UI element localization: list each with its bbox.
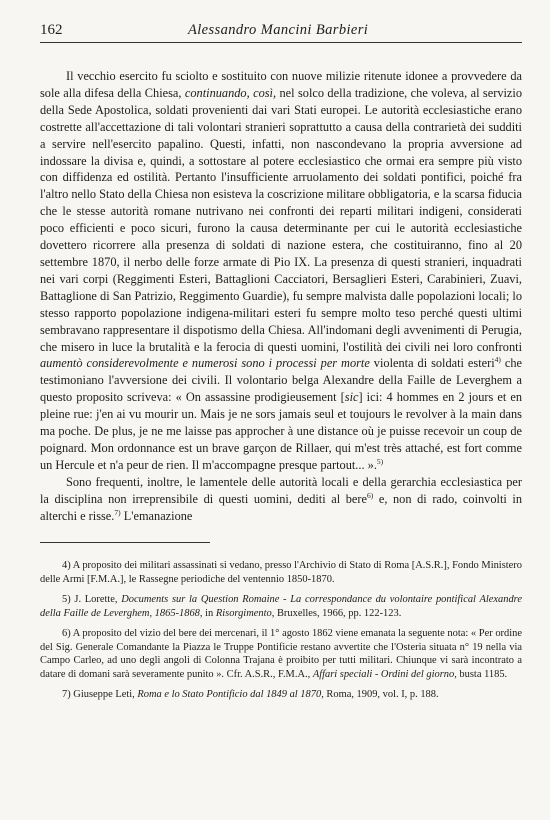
footnote-5: 5) J. Lorette, Documents sur la Question Romaine - La correspondance du volontaire pontifical Alexandre della Faille de Leverghem, 1865-1868, in Risorgimento, Bruxelles, 1966, pp. 122-123.: [40, 594, 522, 619]
footnotes: [40, 559, 522, 702]
paragraph-1: Il vecchio esercito fu sciolto e sostituito con nuove milizie ritenute idonee a provvedere da sole alla difesa della Chiesa, continuando, così, nel solco della tradizione, che voleva, al servizio della Sede Apostolica, soldati provenienti dai vari Stati europei. Le autorità ecclesiastiche erano costrette all'accettazione di tali volontari stranieri soprattutto a causa della contrarietà dei sudditi a servire nell'esercito papalino. Questi, infatti, non nascondevano la propria avversione ad indossare la divisa e, quindi, a sottostare al potere ecclesiastico che ormai era sempre più visto con diffidenza ed ostilità. Pertanto l'insufficiente arruolamento dei soldati pontifici, poiché fra l'altro nello Stato della Chiesa non esisteva la coscrizione militare obbligatoria, e la scarsa fiducia che le stesse autorità romane nutrivano nei confronti dei reparti militari indigeni, considerati poco efficienti e poco sicuri, furono la causa determinante per cui le autorità ecclesiastiche dovettero ricorrere alla presenza di soldati di nazione estera, che costituiranno, fino al 20 settembre 1870, il nerbo delle forze armate di Pio IX. La presenza di questi stranieri, inquadrati nei vari corpi (Reggimenti Esteri, Battaglioni Cacciatori, Bersaglieri Esteri, Carabinieri, Zuavi, Battaglione di San Patrizio, Reggimento Guardie), fu sempre malvista dalle popolazioni locali; lo stesso rapporto popolazione indigena-militari esteri fu sempre molto teso perché questi ultimi sembravano rappresentare il dispotismo della Chiesa. All'indomani degli avvenimenti di Perugia, che misero in luce la brutalità e la ferocia di questi uomini, l'ostilità dei civili nei loro confronti aumentò considerevolmente e numerosi sono i processi per morte violenta di soldati esteri$^{4)}$ che testimoniano l'avversione dei civili. Il volontario belga Alexandre della Faille de Leverghem a questo proposito scriveva: « On assassine prodigieusement [sic] ici: 4 hommes en 2 jours et en pleine rue: j'en ai vu mourir un. Mais je ne sors jamais seul et toujours le revolver à la main dans ma poche. De plus, je ne me laisse pas approcher à une distance où je puisse recevoir un coup de poignard. Mon ordonnance est un brave garçon de Rillaer, qui m'est très attaché, est fort comme un Hercule et n'a peur de rien. Il m'accompagne presque partout... ».$^{5)}$: [40, 69, 523, 472]
paragraph-2: Sono frequenti, inoltre, le lamentele delle autorità locali e della gerarchia ecclesiastica per la disciplina non irreprensibile di questi uomini, dediti al bere$^{6)}$ e, non di rado, coinvolti in alterchi e risse.$^{7)}$ L'emanazione: [40, 474, 523, 523]
footnote-7: 7) Giuseppe Leti, Roma e lo Stato Pontificio dal 1849 al 1870, Roma, 1909, vol. I, p. 188.: [62, 689, 439, 701]
body-text: [40, 68, 522, 524]
page-number: 162: [40, 22, 63, 38]
footnote-ref-6: 6): [367, 490, 374, 500]
footnote-ref-7: 7): [114, 507, 121, 517]
footnote-ref-4: 4): [494, 355, 501, 365]
footnote-separator: [40, 542, 210, 543]
header-rule: [40, 42, 522, 43]
running-header: [40, 0, 522, 38]
running-title: Alessandro Mancini Barbieri: [188, 22, 369, 38]
footnote-4: 4) A proposito dei militari assassinati si vedano, presso l'Archivio di Stato di Roma [A.S.R.], Fondo Ministero delle Armi [F.M.A.], le Rassegne periodiche del ventennio 1850-1870.: [40, 560, 522, 585]
footnote-ref-5: 5): [376, 456, 384, 466]
footnote-6: 6) A proposito del vizio del bere dei mercenari, il 1° agosto 1862 viene emanata la seguente nota: « Per ordine del Sig. Generale Comandante la Piazza le Truppe Pontificie restano avvertite che l'Osteria situata n° 19 nella via Campo Carleo, ad uno degli angoli di Colonna Trajana è proibito per tutti militari. Chiunque vi sarà incontrato a datare di domani sarà severamente punito ». Cfr. A.S.R., F.M.A., Affari speciali - Ordini del giorno, busta 1185.: [40, 628, 522, 680]
